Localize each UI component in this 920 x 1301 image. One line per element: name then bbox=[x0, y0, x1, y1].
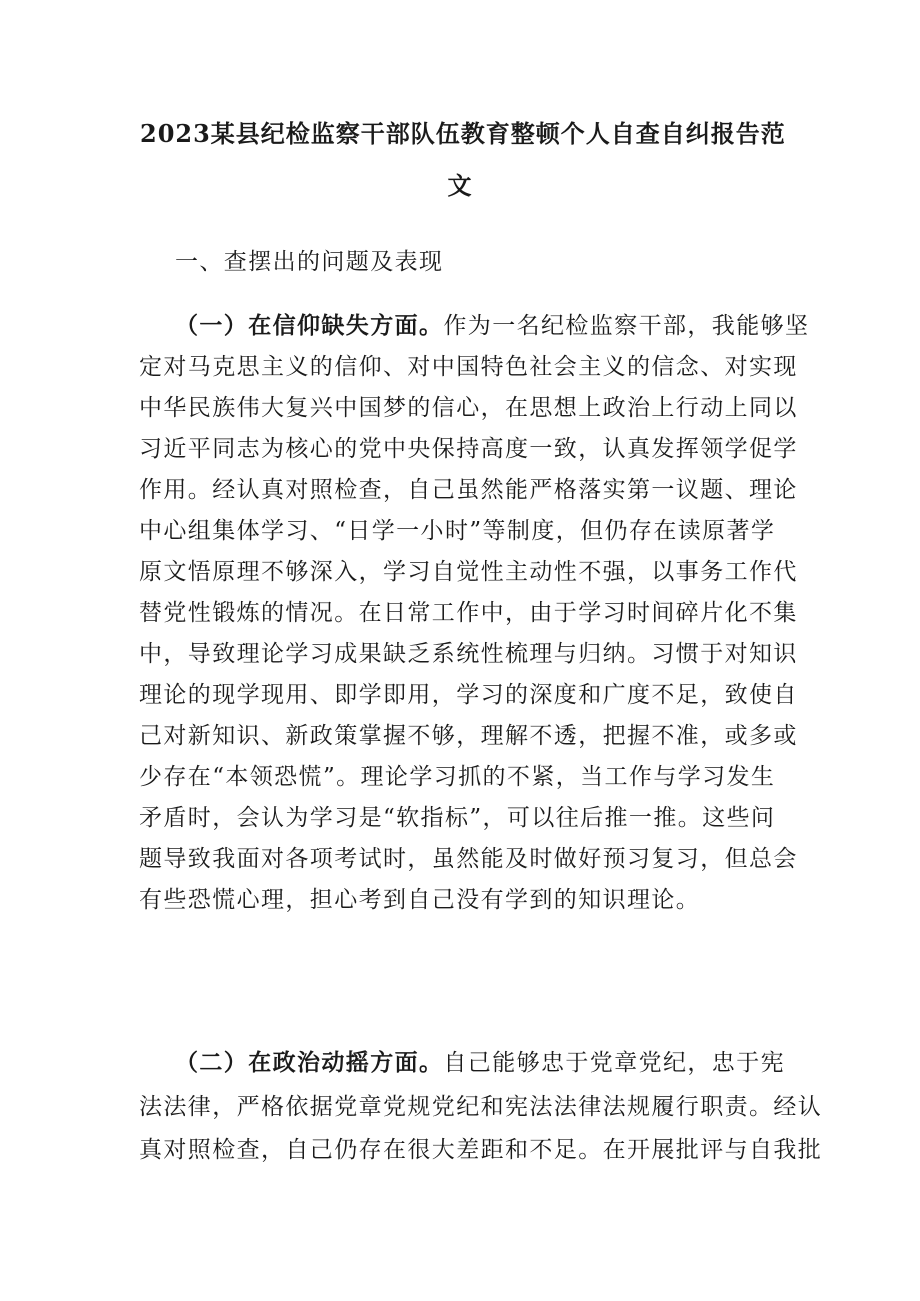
paragraph-1-line: 中华民族伟大复兴中国梦的信心，在思想上政治上行动上同以 bbox=[139, 395, 798, 421]
paragraph-1-line: 少存在“本领恐慌”。理论学习抓的不紧，当工作与学习发生 bbox=[139, 764, 776, 790]
paragraph-1-line-1 bbox=[175, 311, 809, 341]
paragraph-1-text: 作为一名纪检监察干部，我能够坚 bbox=[443, 313, 810, 339]
paragraph-2-line: 真对照检查，自己仍存在很大差距和不足。在开展批评与自我批 bbox=[139, 1137, 823, 1163]
paragraph-1-lead: （一）在信仰缺失方面。 bbox=[175, 312, 444, 339]
paragraph-1-line: 原文悟原理不够深入，学习自觉性主动性不强，以事务工作代 bbox=[139, 559, 798, 585]
paragraph-1-line: 中，导致理论学习成果缺乏系统性梳理与归纳。习惯于对知识 bbox=[139, 641, 798, 667]
paragraph-1-line: 理论的现学现用、即学即用，学习的深度和广度不足，致使自 bbox=[139, 682, 798, 708]
paragraph-1-line: 矛盾时，会认为学习是“软指标”，可以往后推一推。这些问 bbox=[139, 805, 776, 831]
paragraph-1-line: 作用。经认真对照检查，自己虽然能严格落实第一议题、理论 bbox=[139, 477, 798, 503]
document-title-line-2: 文 bbox=[447, 171, 473, 200]
paragraph-1-line: 中心组集体学习、“日学一小时”等制度，但仍存在读原著学 bbox=[139, 518, 776, 544]
paragraph-2-line-1 bbox=[175, 1048, 785, 1078]
paragraph-2-lead: （二）在政治动摇方面。 bbox=[175, 1049, 444, 1076]
paragraph-1-line: 己对新知识、新政策掌握不够，理解不透，把握不准，或多或 bbox=[139, 723, 798, 749]
paragraph-1-line: 题导致我面对各项考试时，虽然能及时做好预习复习，但总会 bbox=[139, 846, 798, 872]
section-heading: 一、查摆出的问题及表现 bbox=[175, 249, 444, 275]
paragraph-1-line: 习近平同志为核心的党中央保持高度一致，认真发挥领学促学 bbox=[139, 436, 798, 462]
document-title-line-1: 2023某县纪检监察干部队伍教育整顿个人自查自纠报告范 bbox=[140, 119, 786, 148]
paragraph-1-line: 定对马克思主义的信仰、对中国特色社会主义的信念、对实现 bbox=[139, 354, 798, 380]
paragraph-1-line: 有些恐慌心理，担心考到自己没有学到的知识理论。 bbox=[139, 887, 701, 913]
paragraph-2-text: 自己能够忠于党章党纪，忠于宪 bbox=[443, 1050, 786, 1076]
paragraph-1-line: 替党性锻炼的情况。在日常工作中，由于学习时间碎片化不集 bbox=[139, 600, 798, 626]
paragraph-2-line: 法法律，严格依据党章党规党纪和宪法法律法规履行职责。经认 bbox=[139, 1094, 823, 1120]
